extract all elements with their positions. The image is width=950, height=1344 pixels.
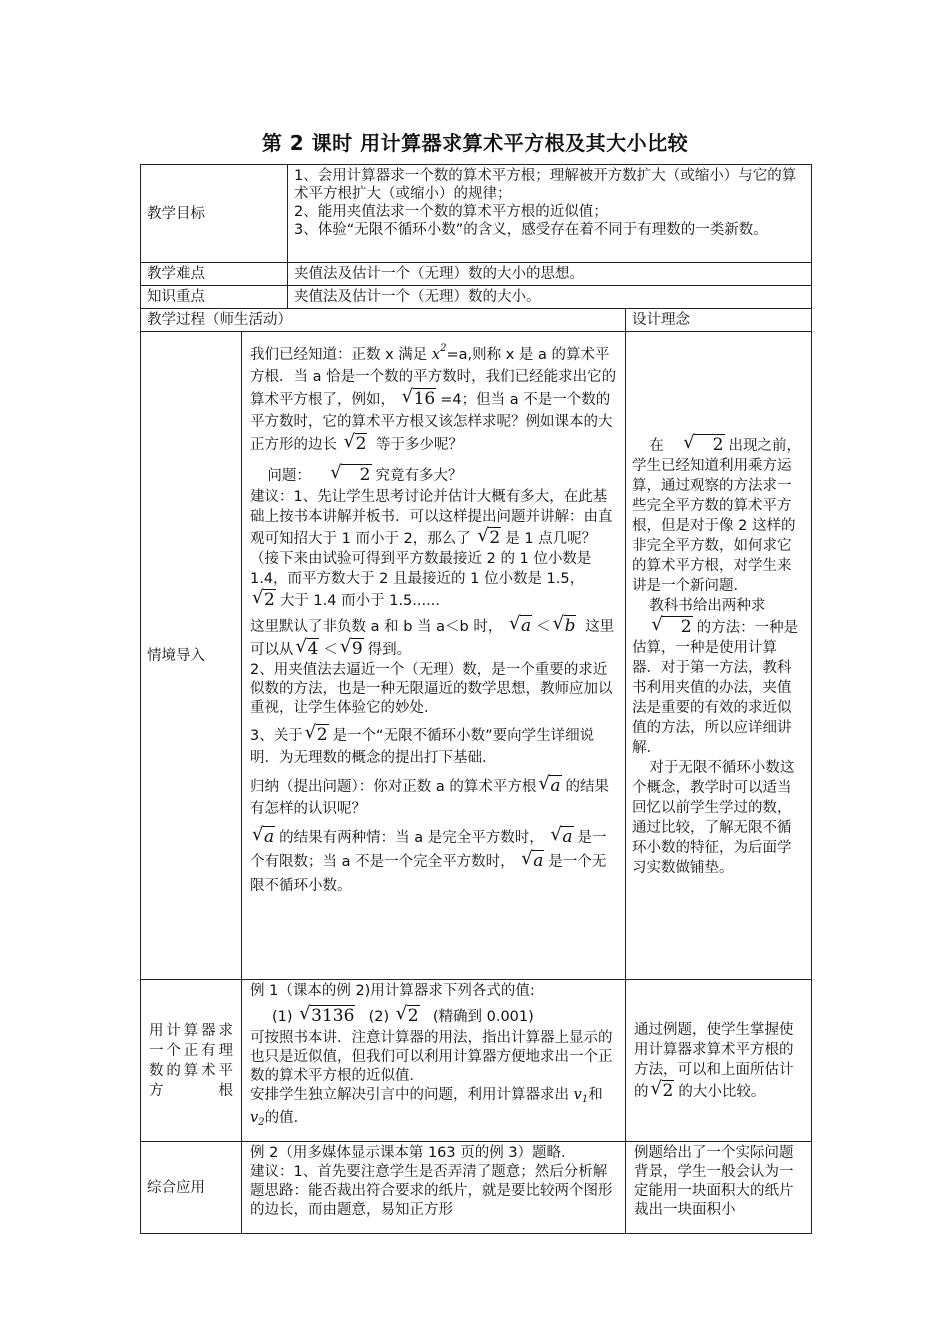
sqrt-a: √ a — [538, 775, 563, 796]
sqrt-a: √ a — [521, 850, 546, 871]
sqrt-9: √ 9 — [340, 638, 366, 659]
row-difficulty — [141, 263, 812, 286]
sqrt-16: √ 16 — [402, 388, 439, 409]
goals-label: 教学目标 — [147, 205, 205, 222]
calc-design-note: 通过例题，使学生掌握使用计算器求算术平方根的方法，可以和上面所估计的√ 2 的大小比较。 — [626, 980, 812, 1142]
row-calculator — [141, 980, 812, 1142]
sqrt-2: √ 2 — [634, 616, 695, 637]
goals-content — [288, 165, 812, 263]
keypoint-label: 知识重点 — [141, 286, 288, 309]
goal-3: 3、体验“无限不循环小数”的含义，感受存在着不同于有理数的一类新数。 — [294, 222, 768, 238]
intro-design-note: 在√ 2 出现之前，学生已经知道利用乘方运算，通过观察的方法求一些完全平方数的算术平方根，但是对于像 2 这样的非完全平方数，如何求它的算术平方根，对学生来讲是一个新问题． 教科书给出两种求 √ 2 的方法：一种是估算，一种是使用计算器．对于第一方法，教科书利用夹值的办法，夹值法是重要的有效的求近似值的方法，所以应详细讲解． 对于无限不循环小数这个概念，教学时可以适当回忆以前学生学过的数，通过比较，了解无限不循环小数的特征，为后面学习实数做铺垫。 — [626, 332, 812, 980]
calc-label-cell — [141, 980, 242, 1142]
row-application — [141, 1142, 812, 1234]
difficulty-text: 夹值法及估计一个（无理）数的大小的思想。 — [288, 263, 812, 286]
intro-summary: 归纳（提出问题）：你对正数 a 的算术平方根√ a 的结果有怎样的认识呢？ — [250, 775, 617, 820]
intro-label: 情境导入 — [141, 332, 242, 980]
calc-example: 例 1（课本的例 2)用计算器求下列各式的值: — [250, 983, 535, 999]
sqrt-a: √ a — [550, 826, 575, 847]
row-intro — [141, 332, 812, 980]
apply-design-note: 例题给出了一个实际问题背景，学生一般会认为一定能用一块面积大的纸片裁出一块面积小 — [626, 1142, 812, 1234]
intro-question: 问题：√ 2 究竟有多大？ — [250, 464, 617, 487]
row-keypoint — [141, 286, 812, 309]
intro-suggest-1: 建议：1、先让学生思考讨论并估计大概有多大，在此基础上按书本讲解并板书．可以这样提出问题并讲解：由直观可知招大于 1 而小于 2，那么了 √ 2 是 1 点几呢？（接下来由试验可得到平方数最接近 2 的 1 位小数是 1.4，而平方数大于 2 且最接近的 1 位小数是 1.5， √ 2 大于 1.4 而小于 1.5...... — [250, 487, 617, 611]
goal-1: 1、会用计算器求一个数的算术平方根；理解被开方数扩大（或缩小）与它的算术平方根扩大（或缩小）的规律； — [294, 168, 797, 202]
row-goals — [141, 165, 812, 263]
sqrt-2: √ 2 — [477, 527, 503, 548]
sqrt-2: √ 2 — [396, 1005, 422, 1026]
process-header-right: 设计理念 — [626, 309, 812, 332]
intro-content — [242, 332, 626, 980]
intro-suggest-2: 2、用夹值法去逼近一个（无理）数，是一个重要的求近似数的方法，也是一种无限逼近的数学思想，教师应加以重视，让学生体验它的妙处． — [250, 662, 613, 716]
keypoint-text: 夹值法及估计一个（无理）数的大小。 — [288, 286, 812, 309]
apply-example: 例 2（用多媒体显示课本第 163 页的例 3）题略． — [250, 1145, 576, 1161]
intro-p1: 我们已经知道：正数 x 满足 $x^2=a$,则称 x 是 a 的算术平方根．当 a 恰是一个数的平方数时，我们已经能求出它的算术平方根了，例如， √ 16 =4；但当 a 不是一个数的平方数时，它的算术平方根又该怎样求呢？例如课本的大正方形的边长 √ 2 等于多少呢？ — [250, 338, 617, 456]
sqrt-3136: √ 3136 — [299, 1005, 357, 1026]
intro-suggest-3: 3、关于√ 2 是一个“无限不循环小数”要向学生详细说明．为无理数的概念的提出打下基础． — [250, 724, 617, 769]
sqrt-2: √ 2 — [305, 724, 331, 745]
sqrt-b: √ b — [553, 615, 579, 636]
sqrt-a: √ a — [509, 615, 534, 636]
sqrt-4: √ 4 — [296, 638, 322, 659]
intro-summary-2: √ a 的结果有两种情：当 a 是完全平方数时， √ a 是一个有限数；当 a 不是一个完全平方数时， √ a 是一个无限不循环小数。 — [250, 826, 617, 898]
sqrt-2: √ 2 — [651, 1080, 677, 1101]
calc-content — [242, 980, 626, 1142]
apply-text: 建议：1、首先要注意学生是否弄清了题意；然后分析解题思路：能否裁出符合要求的纸片，就是要比较两个图形的边长，而由题意，易知正方形 — [250, 1164, 613, 1218]
sqrt-2: √ 2 — [313, 464, 374, 485]
apply-content — [242, 1142, 626, 1234]
row-process-header — [141, 309, 812, 332]
page-title: 第 2 课时 用计算器求算术平方根及其大小比较 — [261, 131, 689, 155]
calc-label: 用计算器求一个正有理数的算术平方根 — [149, 1022, 233, 1099]
calc-items: (1) √ 3136 (2) √ 2 (精确到 0.001) — [250, 1005, 617, 1027]
sqrt-2: √ 2 — [252, 589, 278, 610]
goal-2: 2、能用夹值法求一个数的算术平方根的近似值； — [294, 204, 608, 220]
calc-text-2: 安排学生独立解决引言中的问题，利用计算器求出 $v_1$和$v_2$的值． — [250, 1087, 603, 1128]
process-header-left: 教学过程（师生活动） — [141, 309, 626, 332]
intro-suggest-1b: 这里默认了非负数 a 和 b 当 a＜b 时， √ a ＜√ b 这里可以从√ 4 ＜√ 9 得到。 — [250, 615, 617, 661]
lesson-plan-table — [140, 164, 812, 1234]
apply-label: 综合应用 — [141, 1142, 242, 1234]
difficulty-label: 教学难点 — [141, 263, 288, 286]
goals-label-cell — [141, 165, 288, 263]
calc-text-1: 可按照书本讲．注意计算器的用法，指出计算器上显示的也只是近似值，但我们可以利用计算器方便地求出一个正数的算术平方根的近似值． — [250, 1030, 613, 1084]
sqrt-2: √ 2 — [666, 434, 727, 455]
sqrt-2: √ 2 — [344, 433, 370, 454]
sqrt-a: √ a — [252, 826, 277, 847]
